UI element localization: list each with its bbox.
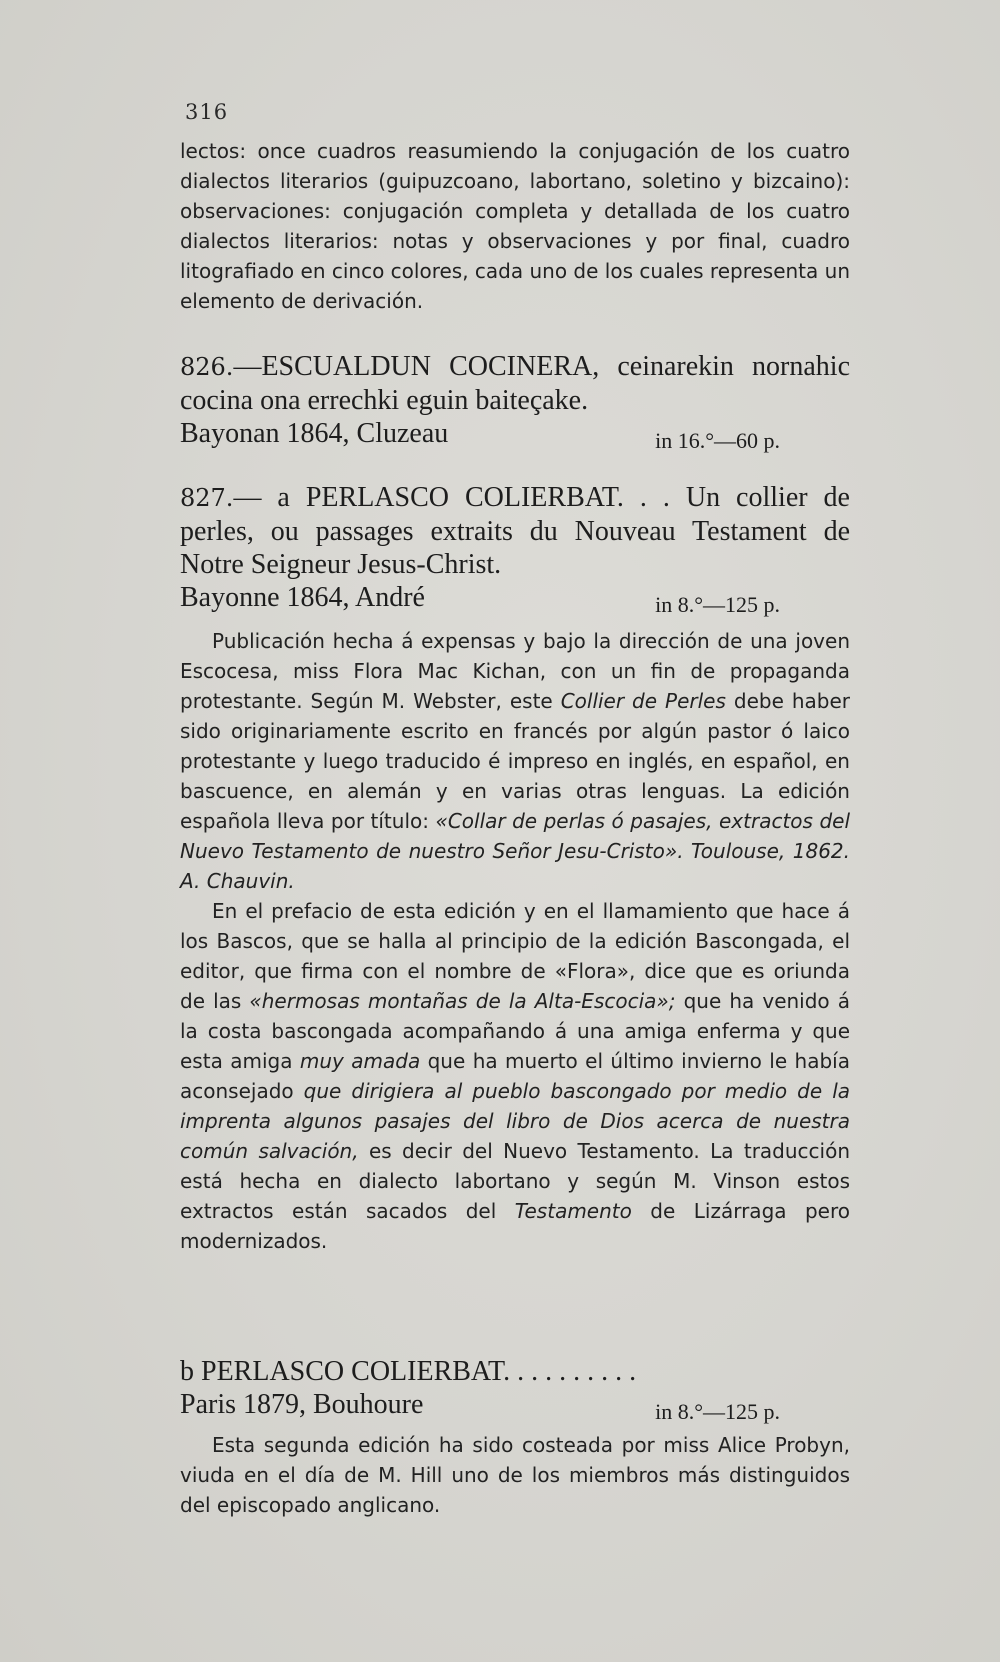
- entry-827a-format: in 8.°—125 p.: [655, 592, 780, 617]
- note-2-italic-a: «hermosas montañas de la Alta-Escocia»;: [249, 989, 676, 1013]
- entry-827a-notes: [180, 626, 850, 1256]
- entry-826-title: —ESCUALDUN COCINERA, ceinarekin nornahic cocina ona errechki eguin baiteçake.: [180, 351, 850, 416]
- entry-827b-imprint-line: [180, 1388, 780, 1422]
- note-2-text-a: En el prefacio de esta edición y en el llamamiento que hace á los Bascos, que se halla al principio de la edición Bascongada, el editor, que firma con el nombre de «Flora», dice que es oriunda de las: [180, 899, 850, 1013]
- entry-826-format: in 16.°—60 p.: [655, 428, 780, 453]
- entry-827a-title: — a PERLASCO COLIERBAT. . . Un collier de perles, ou passages extraits du Nouveau Testament de Notre Seigneur Jesus-Christ.: [180, 482, 850, 580]
- entry-826-heading: [180, 350, 850, 417]
- intro-paragraph: lectos: once cuadros reasumiendo la conjugación de los cuatro dialectos literarios (guipuzcoano, labortano, soletino y bizcaino): observaciones: conjugación completa y detallada de los cuatro dialectos literarios: notas y observaciones y por final, cuadro litografiado en cinco colores, cada uno de los cuales representa un elemento de derivación.: [180, 139, 850, 313]
- entry-827b-note: Esta segunda edición ha sido costeada por miss Alice Probyn, viuda en el día de M. Hill uno de los miembros más distinguidos del episcopado anglicano.: [180, 1433, 850, 1517]
- note-2-italic-d: Testamento: [514, 1199, 632, 1223]
- entry-827a-imprint: Bayonne 1864, André: [180, 582, 425, 613]
- entry-826-number: 826.: [180, 353, 234, 381]
- entry-827a-heading: [180, 481, 850, 581]
- entry-827a-imprint-line: [180, 581, 780, 615]
- entry-826: [180, 350, 850, 451]
- note-1-italic-spanish-title: «Collar de perlas ó pasajes, extractos del Nuevo Testamento de nuestro Señor Jesu-Cristo». Toulouse, 1862. A. Chauvin.: [180, 809, 850, 893]
- note-2-italic-b: muy amada: [299, 1049, 421, 1073]
- note-2-text-c: que ha muerto el último invierno le había aconsejado: [180, 1049, 850, 1103]
- note-1-text-a: Publicación hecha á expensas y bajo la dirección de una joven Escocesa, miss Flora Mac Kichan, con un fin de propaganda protestante. Según M. Webster, este: [180, 629, 850, 713]
- entry-826-imprint-line: [180, 417, 780, 451]
- page-number: 316: [185, 100, 229, 124]
- entry-826-imprint: Bayonan 1864, Cluzeau: [180, 418, 449, 449]
- note-2-text-e: de Lizárraga pero modernizados.: [180, 1199, 850, 1253]
- entry-827b-title: b PERLASCO COLIERBAT. . . . . . . . . .: [180, 1356, 637, 1387]
- entry-827b-notes: [180, 1430, 850, 1520]
- entry-827b-imprint: Paris 1879, Bouhoure: [180, 1389, 424, 1420]
- note-1-italic-title: Collier de Perles: [560, 689, 726, 713]
- entry-827b-format: in 8.°—125 p.: [655, 1399, 780, 1424]
- note-2-text-b: que ha venido á la costa bascongada acompañando á una amiga enferma y que esta amiga: [180, 989, 850, 1073]
- entry-827a-note-1: [180, 626, 850, 896]
- entry-827b: [180, 1355, 850, 1422]
- entry-827a-note-2: [180, 896, 850, 1256]
- entry-827a-number: 827.: [180, 484, 234, 512]
- note-2-text-d: es decir del Nuevo Testamento. La traducción está hecha en dialecto labortano y según M. Vinson estos extractos están sacados del: [180, 1139, 850, 1223]
- entry-827a: [180, 481, 850, 615]
- note-1-text-b: debe haber sido originariamente escrito en francés por algún pastor ó laico protestante y luego traducido é impreso en inglés, en español, en bascuence, en alemán y en varias otras lenguas. La edición española lleva por título:: [180, 689, 850, 833]
- note-2-italic-c: que dirigiera al pueblo bascongado por medio de la imprenta algunos pasajes del libro de Dios acerca de nuestra común salvación,: [180, 1079, 851, 1163]
- intro-paragraph-block: [180, 136, 850, 316]
